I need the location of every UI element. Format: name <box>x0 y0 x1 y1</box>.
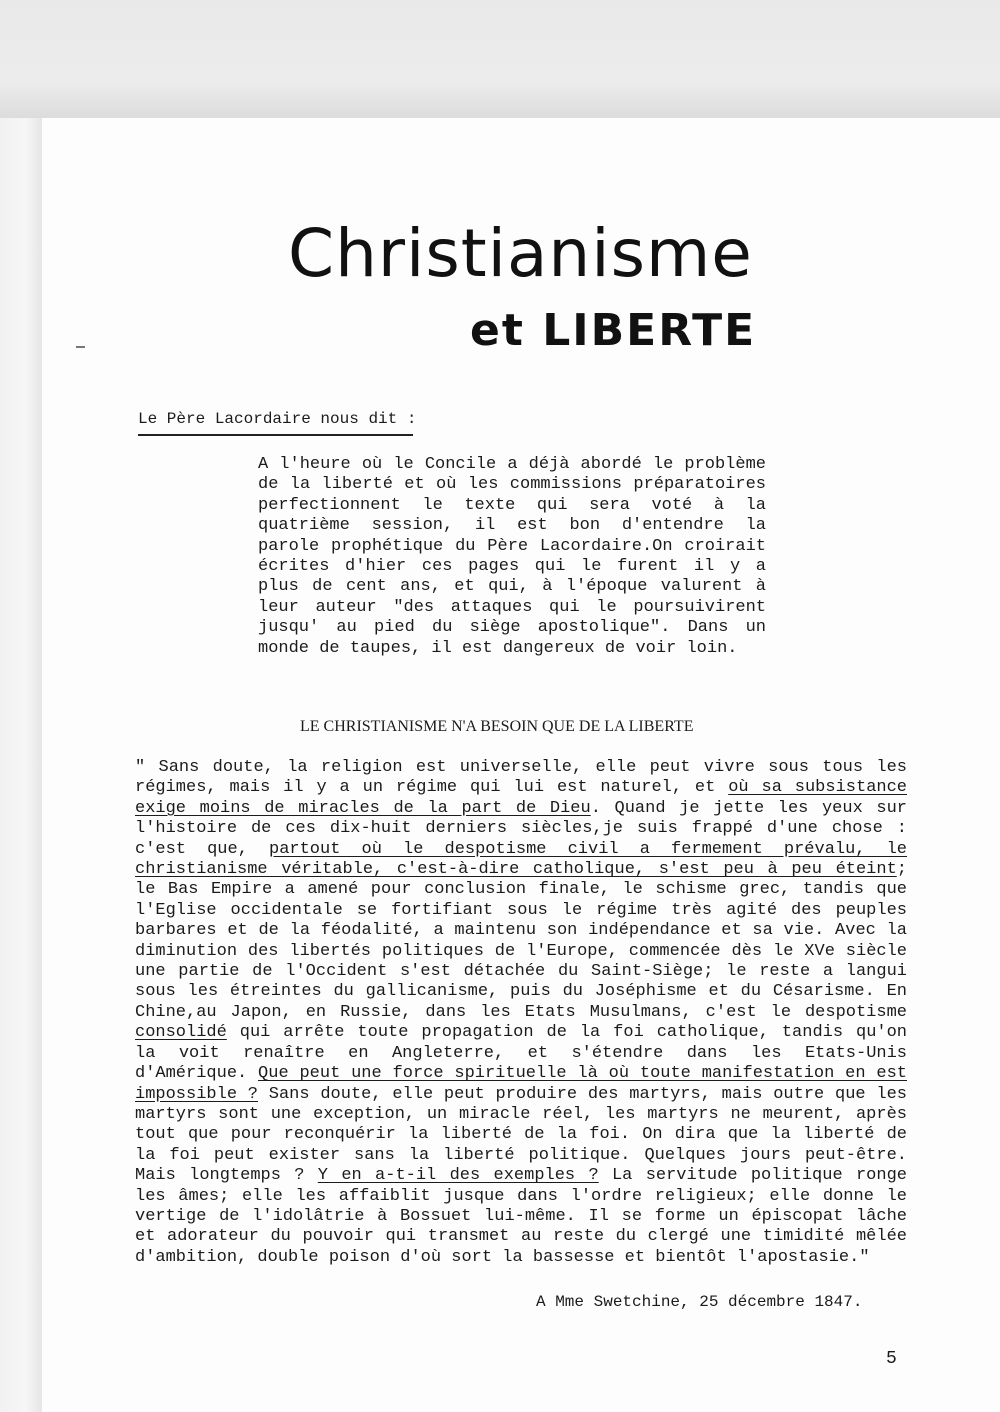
underlined-phrase: où sa subsistance exige moins de miracles de la part de Dieu <box>135 778 907 818</box>
intro-paragraph: A l'heure où le Concile a déjà abordé le problème de la liberté et où les commissions préparatoires perfectionnent le texte qui sera voté à la quatrième session, il est bon d'entendre la parole prophétique du Père Lacordaire.On croirait écrites d'hier ces pages qui le furent il y a plus de cent ans, et qui, à l'époque valurent à leur auteur "des attaques qui le poursuivirent jusqu' au pied du siège apostolique". Dans un monde de taupes, il est dangereux de voir loin. <box>258 455 766 658</box>
underlined-phrase: partout où le despotisme civil a fermement prévalu, le christianisme véritable, c'est-à-dire catholique, s'est peu à peu éteint <box>135 839 908 880</box>
quote-text: qui arrête toute propagation de la foi catholique, tandis qu'on la voit renaître en Angleterre, et s'étendre dans les Etats-Unis d'Amérique. <box>135 1023 907 1084</box>
quote-text: Sans doute, elle peut produire des martyrs, mais outre que les martyrs sont une exception, un miracle réel, les martyrs ne meurent, après tout que pour reconquérir la liberté de la foi. On dira que la liberté de la foi peut exister sans la liberté politique. Quelques jours peut-être. Mais longtemps ? <box>135 1084 907 1186</box>
quote-paragraph <box>135 758 907 1268</box>
quote-text: . Quand je jette les yeux sur l'histoire de ces dix-huit derniers siècles,je suis frappé d'une chose : c'est que, <box>135 798 907 859</box>
quote-text: ; le Bas Empire a amené pour conclusion finale, le schisme grec, tandis que l'Eglise occidentale se fortifiant sous le régime très agité des peuples barbares et de la féodalité, a maintenu son indépendance et sa vie. Avec la diminution des libertés politiques de l'Europe, commencée dès le XVe siècle une partie de l'Occident s'est détachée du Saint-Siège; le reste a langui sous les étreintes du gallicanisme, puis du Joséphisme et du Césarisme. En Chine,au Japon, en Russie, dans les Etats Musulmans, c'est le despotisme <box>135 860 907 1022</box>
quote-text: La servitude politique ronge les âmes; elle les affaiblit jusque dans l'ordre religieux; elle donne le vertige de l'idolâtrie à Bossuet lui-même. Il se forme un épiscopat lâche et adorateur du pouvoir qui transmet au reste du clergé une timidité mêlée d'ambition, double poison d'où sort la bassesse et bientôt l'apostasie." <box>135 1166 907 1267</box>
title-christianisme: Christianisme <box>288 215 753 292</box>
section-heading: LE CHRISTIANISME N'A BESOIN QUE DE LA LIBERTE <box>300 718 694 735</box>
signature-line: A Mme Swetchine, 25 décembre 1847. <box>536 1293 863 1311</box>
page-number: 5 <box>886 1349 897 1369</box>
margin-mark <box>76 346 85 348</box>
scan-background-left <box>0 118 42 1412</box>
quote-text: " Sans doute, la religion est universelle, elle peut vivre sous tous les régimes, mais il y a un régime qui lui est naturel, et <box>135 758 907 798</box>
scan-background-top <box>0 0 1000 118</box>
title-et-liberte: et LIBERTE <box>470 305 757 356</box>
underlined-phrase: Y en a-t-il des exemples ? <box>317 1166 599 1186</box>
intro-label: Le Père Lacordaire nous dit : <box>138 410 413 436</box>
underlined-phrase: Que peut une force spirituelle là où toute manifestation en est impossible ? <box>135 1064 907 1104</box>
underlined-phrase: consolidé <box>135 1023 227 1043</box>
